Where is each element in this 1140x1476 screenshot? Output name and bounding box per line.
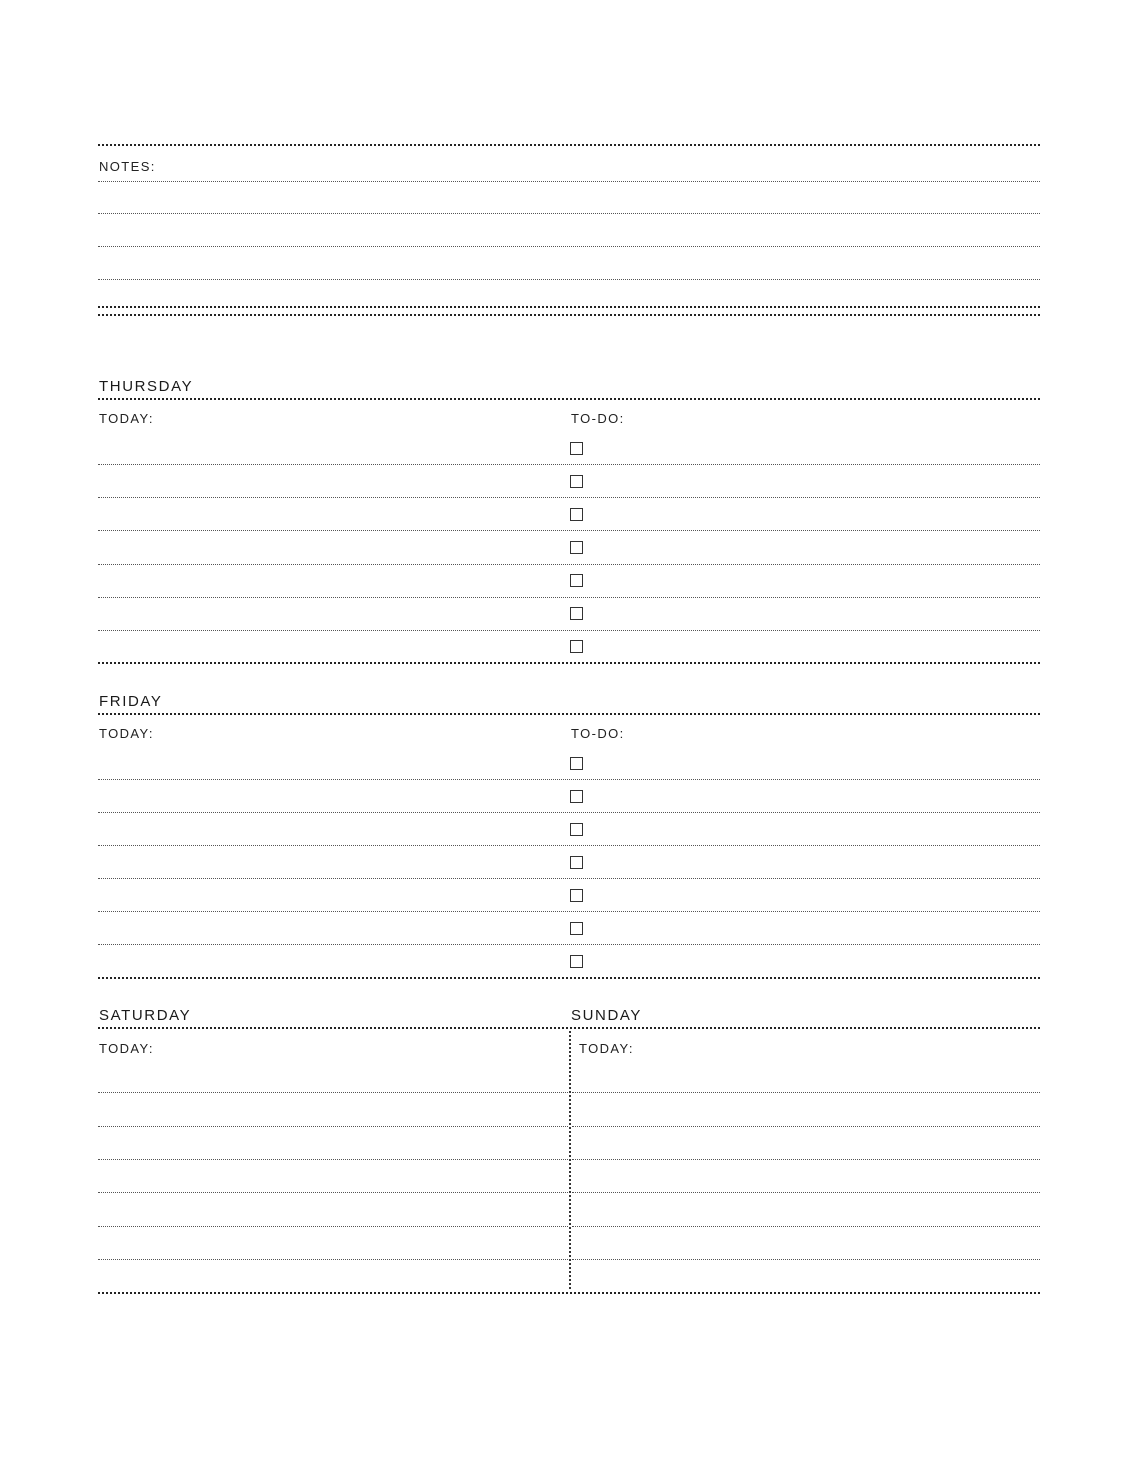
saturday-line[interactable] bbox=[98, 1259, 568, 1260]
friday-today-label: TODAY: bbox=[99, 726, 154, 741]
notes-line[interactable] bbox=[98, 246, 1040, 247]
thursday-line[interactable] bbox=[98, 564, 1040, 565]
friday-line[interactable] bbox=[98, 779, 1040, 780]
friday-todo-checkbox[interactable] bbox=[570, 856, 583, 869]
sunday-title: SUNDAY bbox=[571, 1007, 642, 1024]
sunday-line[interactable] bbox=[572, 1259, 1040, 1260]
thursday-line[interactable] bbox=[98, 464, 1040, 465]
friday-todo-checkbox[interactable] bbox=[570, 955, 583, 968]
saturday-line[interactable] bbox=[98, 1226, 568, 1227]
thursday-line[interactable] bbox=[98, 497, 1040, 498]
notes-line[interactable] bbox=[98, 279, 1040, 280]
thursday-bottom-divider bbox=[98, 662, 1040, 664]
thursday-title: THURSDAY bbox=[99, 378, 194, 395]
thursday-line[interactable] bbox=[98, 630, 1040, 631]
thursday-todo-checkbox[interactable] bbox=[570, 508, 583, 521]
friday-todo-checkbox[interactable] bbox=[570, 790, 583, 803]
friday-todo-checkbox[interactable] bbox=[570, 922, 583, 935]
thursday-line[interactable] bbox=[98, 530, 1040, 531]
thursday-today-label: TODAY: bbox=[99, 411, 154, 426]
notes-bottom-divider bbox=[98, 306, 1040, 308]
sunday-line[interactable] bbox=[572, 1092, 1040, 1093]
thursday-todo-checkbox[interactable] bbox=[570, 442, 583, 455]
friday-line[interactable] bbox=[98, 845, 1040, 846]
notes-bottom-divider-double bbox=[98, 314, 1040, 316]
friday-line[interactable] bbox=[98, 878, 1040, 879]
notes-label: NOTES: bbox=[99, 159, 156, 174]
thursday-todo-checkbox[interactable] bbox=[570, 475, 583, 488]
thursday-todo-checkbox[interactable] bbox=[570, 640, 583, 653]
thursday-line[interactable] bbox=[98, 597, 1040, 598]
thursday-header-divider bbox=[98, 398, 1040, 400]
sunday-today-label: TODAY: bbox=[579, 1041, 634, 1056]
sunday-line[interactable] bbox=[572, 1126, 1040, 1127]
saturday-today-label: TODAY: bbox=[99, 1041, 154, 1056]
notes-line[interactable] bbox=[98, 181, 1040, 182]
friday-header-divider bbox=[98, 713, 1040, 715]
friday-title: FRIDAY bbox=[99, 693, 163, 710]
friday-todo-checkbox[interactable] bbox=[570, 889, 583, 902]
notes-line[interactable] bbox=[98, 213, 1040, 214]
friday-bottom-divider bbox=[98, 977, 1040, 979]
thursday-todo-checkbox[interactable] bbox=[570, 574, 583, 587]
thursday-todo-label: TO-DO: bbox=[571, 411, 625, 426]
weekend-bottom-divider bbox=[98, 1292, 1040, 1294]
thursday-todo-checkbox[interactable] bbox=[570, 541, 583, 554]
friday-line[interactable] bbox=[98, 911, 1040, 912]
saturday-line[interactable] bbox=[98, 1126, 568, 1127]
friday-todo-checkbox[interactable] bbox=[570, 757, 583, 770]
sunday-line[interactable] bbox=[572, 1192, 1040, 1193]
sunday-line[interactable] bbox=[572, 1159, 1040, 1160]
friday-todo-checkbox[interactable] bbox=[570, 823, 583, 836]
friday-todo-label: TO-DO: bbox=[571, 726, 625, 741]
saturday-line[interactable] bbox=[98, 1092, 568, 1093]
sunday-line[interactable] bbox=[572, 1226, 1040, 1227]
friday-line[interactable] bbox=[98, 944, 1040, 945]
weekend-header-divider bbox=[98, 1027, 1040, 1029]
weekend-column-divider bbox=[569, 1031, 571, 1289]
saturday-title: SATURDAY bbox=[99, 1007, 192, 1024]
saturday-line[interactable] bbox=[98, 1192, 568, 1193]
notes-top-divider bbox=[98, 144, 1040, 146]
friday-line[interactable] bbox=[98, 812, 1040, 813]
saturday-line[interactable] bbox=[98, 1159, 568, 1160]
thursday-todo-checkbox[interactable] bbox=[570, 607, 583, 620]
